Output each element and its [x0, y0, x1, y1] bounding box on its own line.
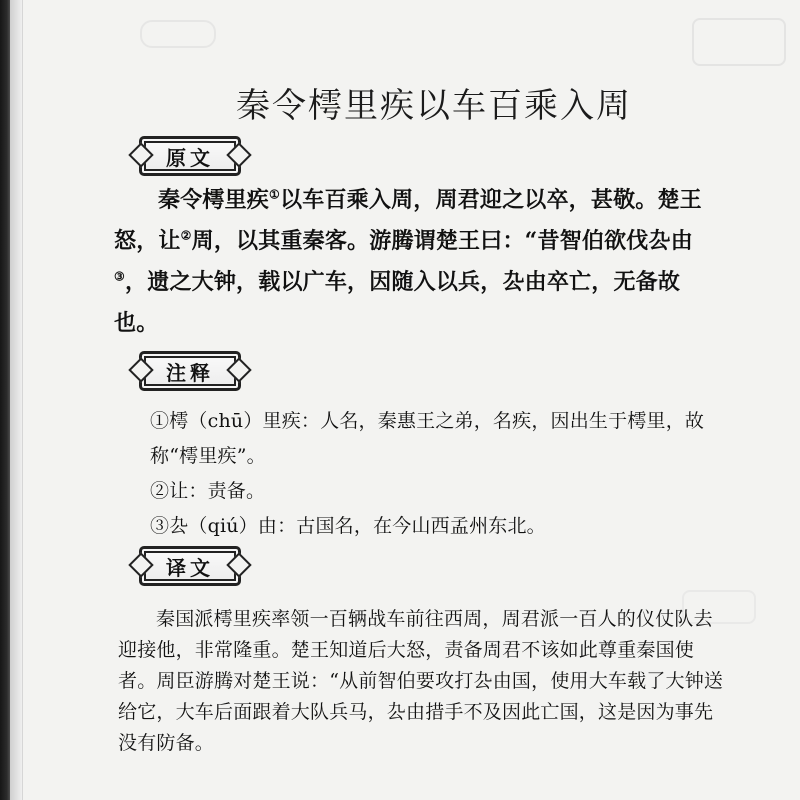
- original-text-label: 原文: [139, 136, 241, 176]
- faded-corner-decoration: [692, 18, 786, 66]
- note-item: ③厹（qiú）由：古国名，在今山西孟州东北。: [150, 515, 546, 537]
- original-part-1: 秦令樗里疾: [158, 187, 270, 213]
- note-marker-1: ①: [269, 187, 281, 202]
- note-item: ①樗（chū）里疾：人名，秦惠王之弟，名疾，因出生于樗里，故称“樗里疾”。: [150, 410, 705, 467]
- left-dark-edge: [0, 0, 10, 800]
- original-paragraph: [114, 180, 724, 344]
- translation-paragraph: 秦国派樗里疾率领一百辆战车前往西周，周君派一百人的仪仗队去迎接他，非常隆重。楚王知道后大怒，责备周君不该如此尊重秦国使者。周臣游腾对楚王说：“从前智伯要攻打厹由国，使用大车载了大钟送给它，大车后面跟着大队兵马，厹由措手不及因此亡国，这是因为事先没有防备。: [118, 608, 724, 754]
- original-part-2: 以车百乘入周，周君迎之以卒，甚敬。楚王怒，让: [114, 187, 702, 254]
- note-marker-3: ③: [114, 269, 126, 284]
- translation-label: 译文: [139, 546, 241, 586]
- translation-text: [118, 604, 726, 759]
- notes-list: [118, 404, 720, 544]
- page-title: 秦令樗里疾以车百乘入周: [236, 85, 632, 126]
- note-marker-2: ②: [180, 228, 192, 243]
- faded-top-decoration: [140, 20, 216, 48]
- paper-edge: [10, 0, 23, 800]
- original-text: [114, 180, 724, 344]
- original-part-3: 周，以其重秦客。游腾谓楚王曰：“昔智伯欲伐厹由: [191, 228, 693, 254]
- note-item: ②让：责备。: [150, 480, 266, 502]
- notes-label: 注释: [139, 351, 241, 391]
- original-part-4: ，遗之大钟，载以广车，因随入以兵，厹由卒亡，无备故也。: [114, 269, 681, 336]
